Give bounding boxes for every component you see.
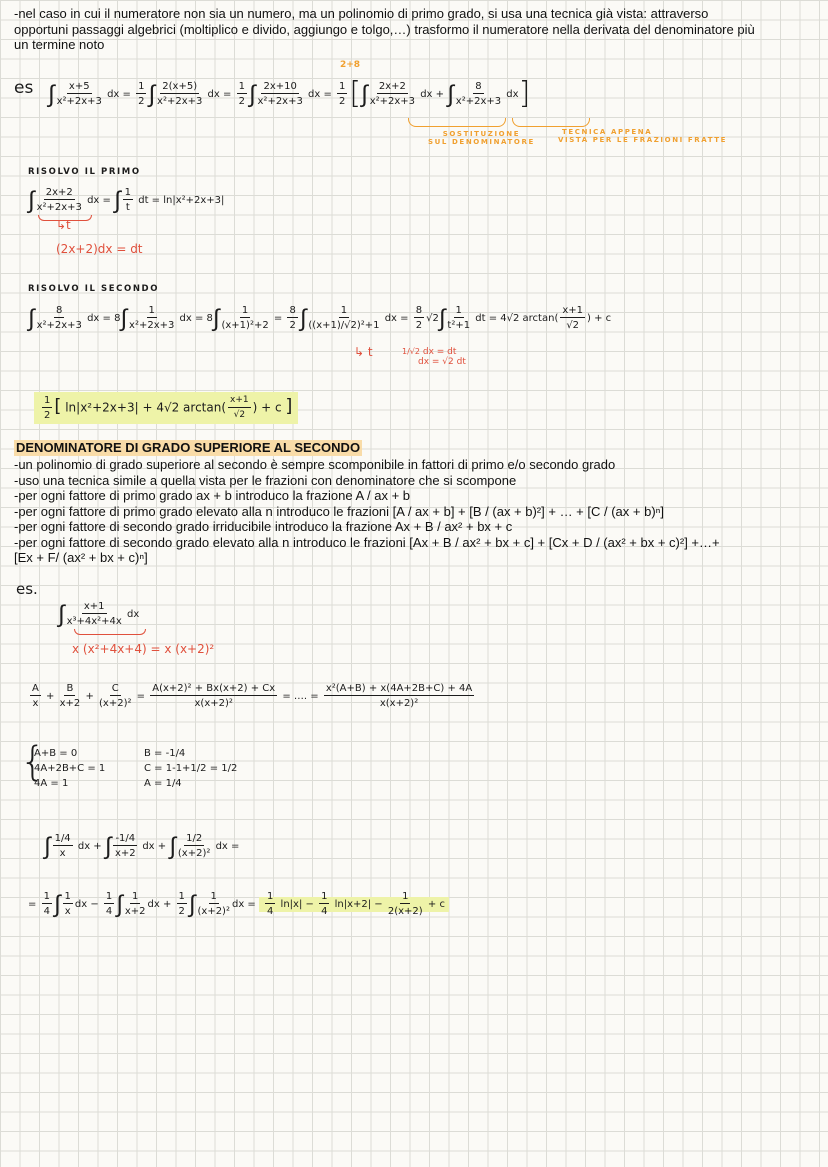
final-result: $\frac{1}{4}$ ln|x| − $\frac{1}{4}$ ln|x+2| − $\frac{1}{2(x+2)}$ + c bbox=[259, 897, 449, 912]
first-integral: ∫ $\frac{2x+2}{\text{x²+2x+3}}$ dx = ∫ $\frac{1}{t}$ dt = ln|x²+2x+3| bbox=[28, 186, 225, 214]
annotation-plus8: 2+8 bbox=[340, 60, 361, 70]
section-line: -un polinomio di grado superiore al secondo è sempre scomponibile in fattori di primo e/o secondo grado bbox=[14, 457, 616, 472]
first-sub: (2x+2)dx = dt bbox=[56, 242, 143, 256]
annotation-substitution: SOSTITUZIONE SUL DENOMINATORE bbox=[428, 130, 535, 146]
section-line: [Ex + F/ (ax² + bx + c)ⁿ] bbox=[14, 550, 148, 565]
second-heading: RISOLVO IL SECONDO bbox=[28, 284, 160, 294]
system-equations: A+B = 0 4A+2B+C = 1 4A = 1 bbox=[34, 748, 106, 789]
section-line: -per ogni fattore di secondo grado irriducibile introduco la frazione Ax + B / ax² + bx + c bbox=[14, 519, 513, 534]
second-sub: 1/√2 dx = dt dx = √2 dt bbox=[402, 347, 466, 367]
second-integral: ∫ $\frac{8}{\text{x²+2x+3}}$ dx = 8∫ $\frac{1}{\text{x²+2x+3}}$ dx = 8∫ $\frac{1}{\text{(x+1)²+2}}$ = $\frac{8}{2}$ ∫ $\frac{1}{\text{((x+1)/√2)²+1}}$ dx = $\frac{8}{2}$ √2∫ $\frac{1}{\text{t²+1}}$ dt = 4√2 arctan( $\frac{x+1}{√2}$ ) + c bbox=[28, 304, 612, 332]
brace-second bbox=[512, 118, 590, 127]
intro-line-2: opportuni passaggi algebrici (moltiplico e divido, aggiungo e tolgo,…) trasformo il numeratore nella derivata del denominatore più bbox=[14, 21, 755, 37]
annotation-technique: TECNICA APPENA VISTA PER LE FRAZIONI FRATTE bbox=[558, 128, 728, 144]
system-solutions: B = -1/4 C = 1-1+1/2 = 1/2 A = 1/4 bbox=[144, 748, 238, 789]
example2-integral: ∫ $\frac{x+1}{\text{x³+4x²+4x}}$ dx bbox=[58, 600, 140, 628]
example2-label: es. bbox=[16, 580, 38, 598]
system-brace: { bbox=[20, 739, 46, 785]
section-line: -per ogni fattore di primo grado ax + b introduco la frazione A / ax + b bbox=[14, 488, 411, 503]
brace-first bbox=[408, 118, 506, 127]
intro-line-1: -nel caso in cui il numeratore non sia un numero, ma un polinomio di primo grado, si usa una tecnica già vista: attraverso bbox=[14, 6, 709, 21]
first-heading: RISOLVO IL PRIMO bbox=[28, 167, 141, 177]
example2-factor: x (x²+4x+4) = x (x+2)² bbox=[72, 642, 215, 656]
section-line: -uso una tecnica simile a quella vista per le frazioni con denominatore che si scompone bbox=[14, 472, 517, 488]
section-lines bbox=[14, 457, 819, 566]
decomposed-integral: ∫ $\frac{1/4}{x}$ dx + ∫ $\frac{-1/4}{x+2}$ dx + ∫ $\frac{1/2}{\text{(x+2)²}}$ dx = bbox=[44, 832, 240, 860]
example2-brace bbox=[74, 629, 146, 635]
section-line: -per ogni fattore di secondo grado elevato alla n introduco le frazioni [Ax + B / ax² + bx + c] + [Cx + D / (ax² + bx + c)²] +…+ bbox=[14, 534, 720, 550]
result-highlight: $\frac{1}{2}$ [ ln|x²+2x+3| + 4√2 arctan( $\frac{x+1}{√2}$ ) + c ] bbox=[34, 392, 298, 424]
intro-line-3: un termine noto bbox=[14, 37, 105, 52]
section-line: -per ogni fattore di primo grado elevato alla n introduco le frazioni [A / ax + b] + [B / (ax + b)²] + … + [C / (ax + b)ⁿ] bbox=[14, 503, 665, 519]
first-t: ↳t bbox=[56, 218, 71, 232]
example1-equation: ∫ $\frac{x+5}{\text{x²+2x+3}}$ dx = $\frac{1}{2}$ ∫ $\frac{2(x+5)}{\text{x²+2x+3}}$ dx = $\frac{1}{2}$ ∫ $\frac{2x+10}{\text{x²+2x+3}}$ dx = $\frac{1}{2}$ [∫ $\frac{2x+2}{\text{x²+2x+3}}$ dx + ∫ $\frac{8}{\text{x²+2x+3}}$ dx] bbox=[48, 76, 531, 111]
partial-fractions: $\frac{A}{x}$ + $\frac{B}{x+2}$ + $\frac{C}{\text{(x+2)²}}$ = $\frac{\text{A(x+2)² + Bx(x+2) + Cx}}{\text{x(x+2)²}}$ = …. = $\frac{\text{x²(A+B) + x(4A+2B+C) + 4A}}{\text{x(x+2)²}}$ bbox=[32, 683, 473, 709]
final-line: = $\frac{1}{4}$ ∫ $\frac{1}{x}$ dx − $\frac{1}{4}$ ∫ $\frac{1}{x+2}$ dx + $\frac{1}{2}$ ∫ $\frac{1}{\text{(x+2)²}}$ dx = $\frac{1}{4}$ ln|x| − $\frac{1}{4}$ ln|x+2| − $\frac{1}{2(x+2)}$ + c bbox=[28, 890, 449, 918]
example1-label: es bbox=[14, 78, 34, 98]
second-t: ↳ t bbox=[354, 345, 373, 359]
section-title: DENOMINATORE DI GRADO SUPERIORE AL SECONDO bbox=[16, 440, 361, 455]
intro-text bbox=[14, 6, 819, 53]
